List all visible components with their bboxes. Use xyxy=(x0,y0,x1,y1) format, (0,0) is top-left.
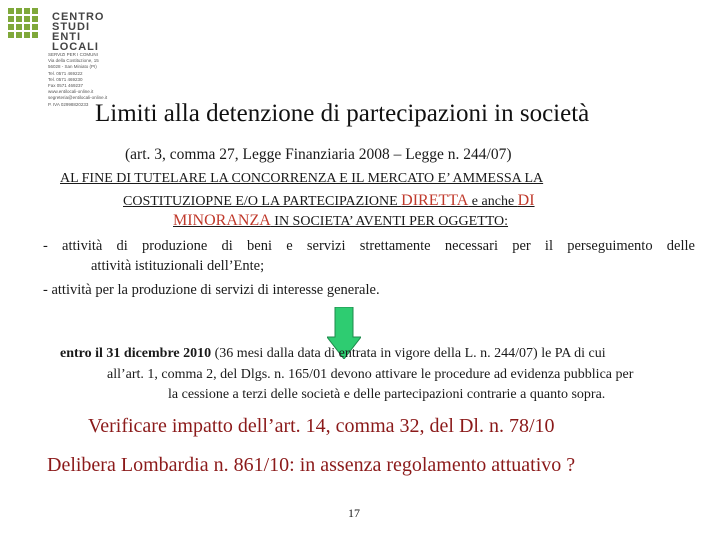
page-subtitle: (art. 3, comma 27, Legge Finanziaria 2008 – Legge n. 244/07) xyxy=(125,146,512,163)
logo-small-line: SERVIZI PER I COMUNI xyxy=(48,52,98,57)
logo-grid-icon xyxy=(8,8,48,46)
logo-small-line: Tel. 0571 469222 xyxy=(48,70,83,76)
caps-line-1: AL FINE DI TUTELARE LA CONCORRENZA E IL MERCATO E’ AMMESSA LA xyxy=(60,171,544,186)
bullet-2: - attività per la produzione di servizi di interesse generale. xyxy=(43,282,380,298)
highlight-minoranza: MINORANZA xyxy=(173,212,271,229)
caps-line-2 xyxy=(123,192,535,210)
delibera-note: Delibera Lombardia n. 861/10: in assenza regolamento attuativo ? xyxy=(47,454,576,476)
logo-small-line: segreteria@entilocali-online.it xyxy=(48,95,108,101)
deadline-line-3: la cessione a terzi delle società e delle partecipazioni contrarie a quanto sopra. xyxy=(168,387,606,402)
deadline-line-2: all’art. 1, comma 2, del Dlgs. n. 165/01 devono attivare le procedure ad evidenza pubblica per xyxy=(107,367,634,382)
highlight-di: DI xyxy=(517,192,535,209)
logo-small-line: www.entilocali-online.it xyxy=(48,89,94,95)
caps-line-3 xyxy=(173,212,508,230)
page-title: Limiti alla detenzione di partecipazioni in società xyxy=(95,100,590,127)
verify-note: Verificare impatto dell’art. 14, comma 32, del Dl. n. 78/10 xyxy=(88,415,555,437)
caps-text: e anche xyxy=(468,194,518,209)
caps-text: COSTITUZIOPNE E/O LA PARTECIPAZIONE xyxy=(123,194,402,209)
logo-small-line: Fax 0571 469237 xyxy=(48,83,84,89)
deadline-line-1 xyxy=(60,346,606,362)
bullet-1: - attività di produzione di beni e servizi strettamente necessari per il perseguimento delle xyxy=(43,238,695,254)
caps-text: IN SOCIETA’ AVENTI PER OGGETTO: xyxy=(270,214,509,229)
logo-small-line: Tel. 0571 469230 xyxy=(48,76,83,82)
page-number: 17 xyxy=(348,506,360,520)
logo-word-1: CENTRO xyxy=(52,11,105,23)
logo xyxy=(8,6,148,106)
logo-small-line: Via della Costituzione, 15 xyxy=(48,58,99,64)
logo-word-2: STUDI xyxy=(52,21,90,33)
logo-word-3: ENTI xyxy=(52,31,82,43)
highlight-diretta: DIRETTA xyxy=(401,192,469,209)
bullet-1-continued: attività istituzionali dell’Ente; xyxy=(91,258,265,274)
deadline-date: entro il 31 dicembre 2010 xyxy=(60,346,212,361)
logo-small-line: 56028 - San Miniato (PI) xyxy=(48,64,97,70)
deadline-text: (36 mesi dalla data di entrata in vigore della L. n. 244/07) le PA di cui xyxy=(211,346,606,361)
logo-small-line: P. IVA 02998820233 xyxy=(48,101,89,107)
logo-word-4: LOCALI xyxy=(52,41,99,53)
